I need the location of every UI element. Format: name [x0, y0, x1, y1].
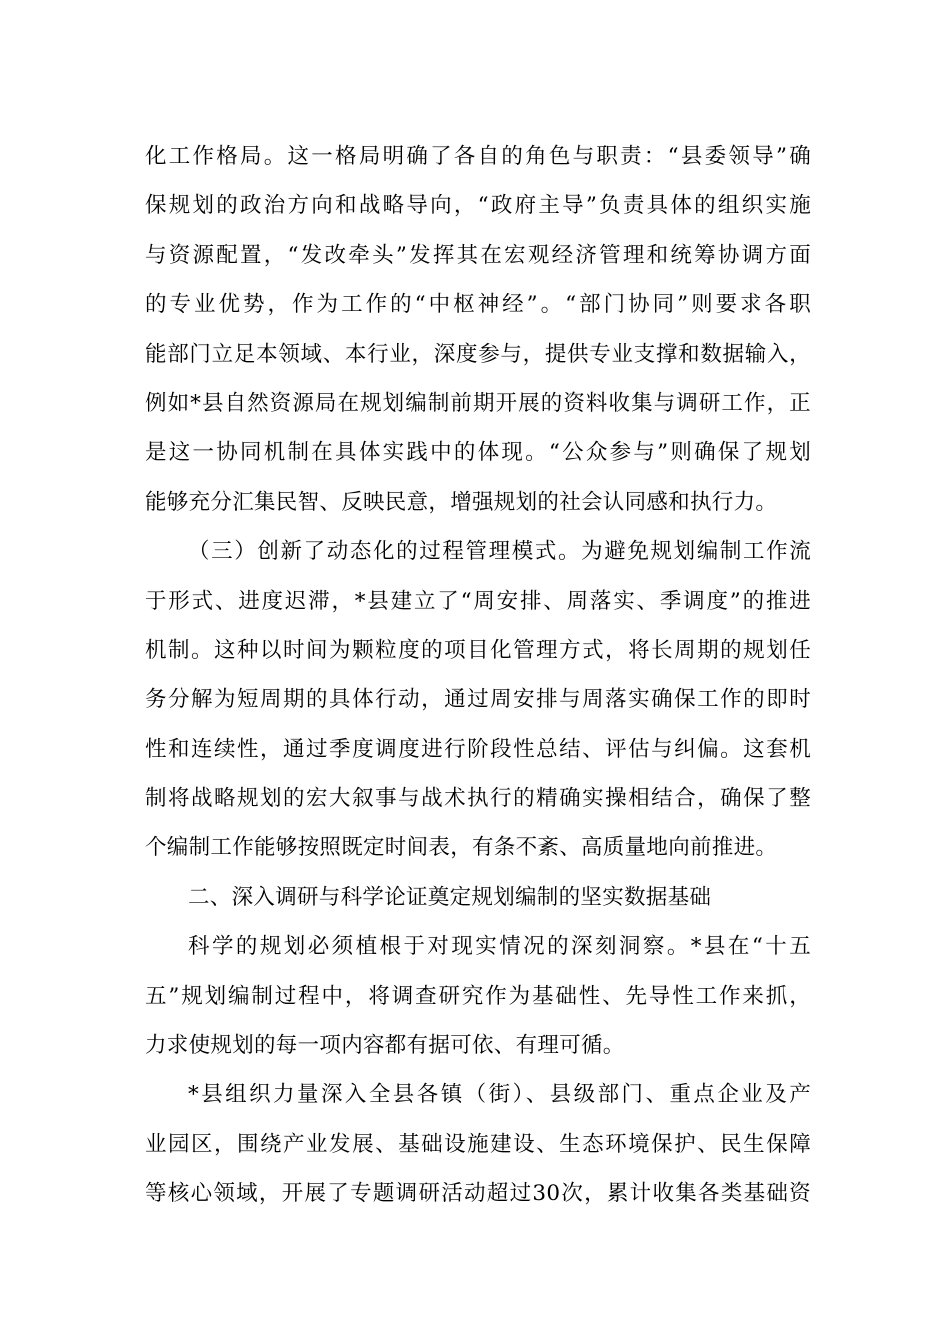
text-line: 力求使规划的每一项内容都有据可依、有理可循。: [145, 1033, 625, 1059]
text-line: 务分解为短周期的具体行动，通过周安排与周落实确保工作的即时: [145, 687, 811, 713]
paragraph-start-line: *县组织力量深入全县各镇（街）、县级部门、重点企业及产: [188, 1082, 811, 1108]
paragraph-start-line: （三）创新了动态化的过程管理模式。为避免规划编制工作流: [188, 539, 811, 565]
text-line: 制将战略规划的宏大叙事与战术执行的精确实操相结合，确保了整: [145, 786, 811, 812]
text-line: 五”规划编制过程中，将调查研究作为基础性、先导性工作来抓，: [145, 983, 811, 1009]
text-line: 的专业优势，作为工作的“中枢神经”。“部门协同”则要求各职: [145, 292, 811, 318]
section-heading: 二、深入调研与科学论证奠定规划编制的坚实数据基础: [188, 884, 712, 910]
text-line: 是这一协同机制在具体实践中的体现。“公众参与”则确保了规划: [145, 440, 811, 466]
text-line: 例如*县自然资源局在规划编制前期开展的资料收集与调研工作，正: [145, 390, 811, 416]
text-line: 个编制工作能够按照既定时间表，有条不紊、高质量地向前推进。: [145, 835, 778, 861]
document-body: [145, 132, 811, 1219]
text-line: 能够充分汇集民智、反映民意，增强规划的社会认同感和执行力。: [145, 489, 778, 515]
text-line: 能部门立足本领域、本行业，深度参与，提供专业支撑和数据输入，: [145, 341, 811, 367]
text-line: 等核心领域，开展了专题调研活动超过30次，累计收集各类基础资: [145, 1181, 811, 1207]
text-line: 机制。这种以时间为颗粒度的项目化管理方式，将长周期的规划任: [145, 637, 811, 663]
text-line: 性和连续性，通过季度调度进行阶段性总结、评估与纠偏。这套机: [145, 736, 811, 762]
text-line: 化工作格局。这一格局明确了各自的角色与职责：“县委领导”确: [145, 144, 811, 169]
text-line: 保规划的政治方向和战略导向，“政府主导”负责具体的组织实施: [145, 193, 811, 219]
text-line: 与资源配置，“发改牵头”发挥其在宏观经济管理和统筹协调方面: [145, 242, 811, 268]
text-line: 业园区，围绕产业发展、基础设施建设、生态环境保护、民生保障: [145, 1131, 811, 1157]
text-line: 于形式、进度迟滞，*县建立了“周安排、周落实、季调度”的推进: [145, 588, 811, 614]
paragraph-start-line: 科学的规划必须植根于对现实情况的深刻洞察。*县在“十五: [188, 934, 811, 960]
